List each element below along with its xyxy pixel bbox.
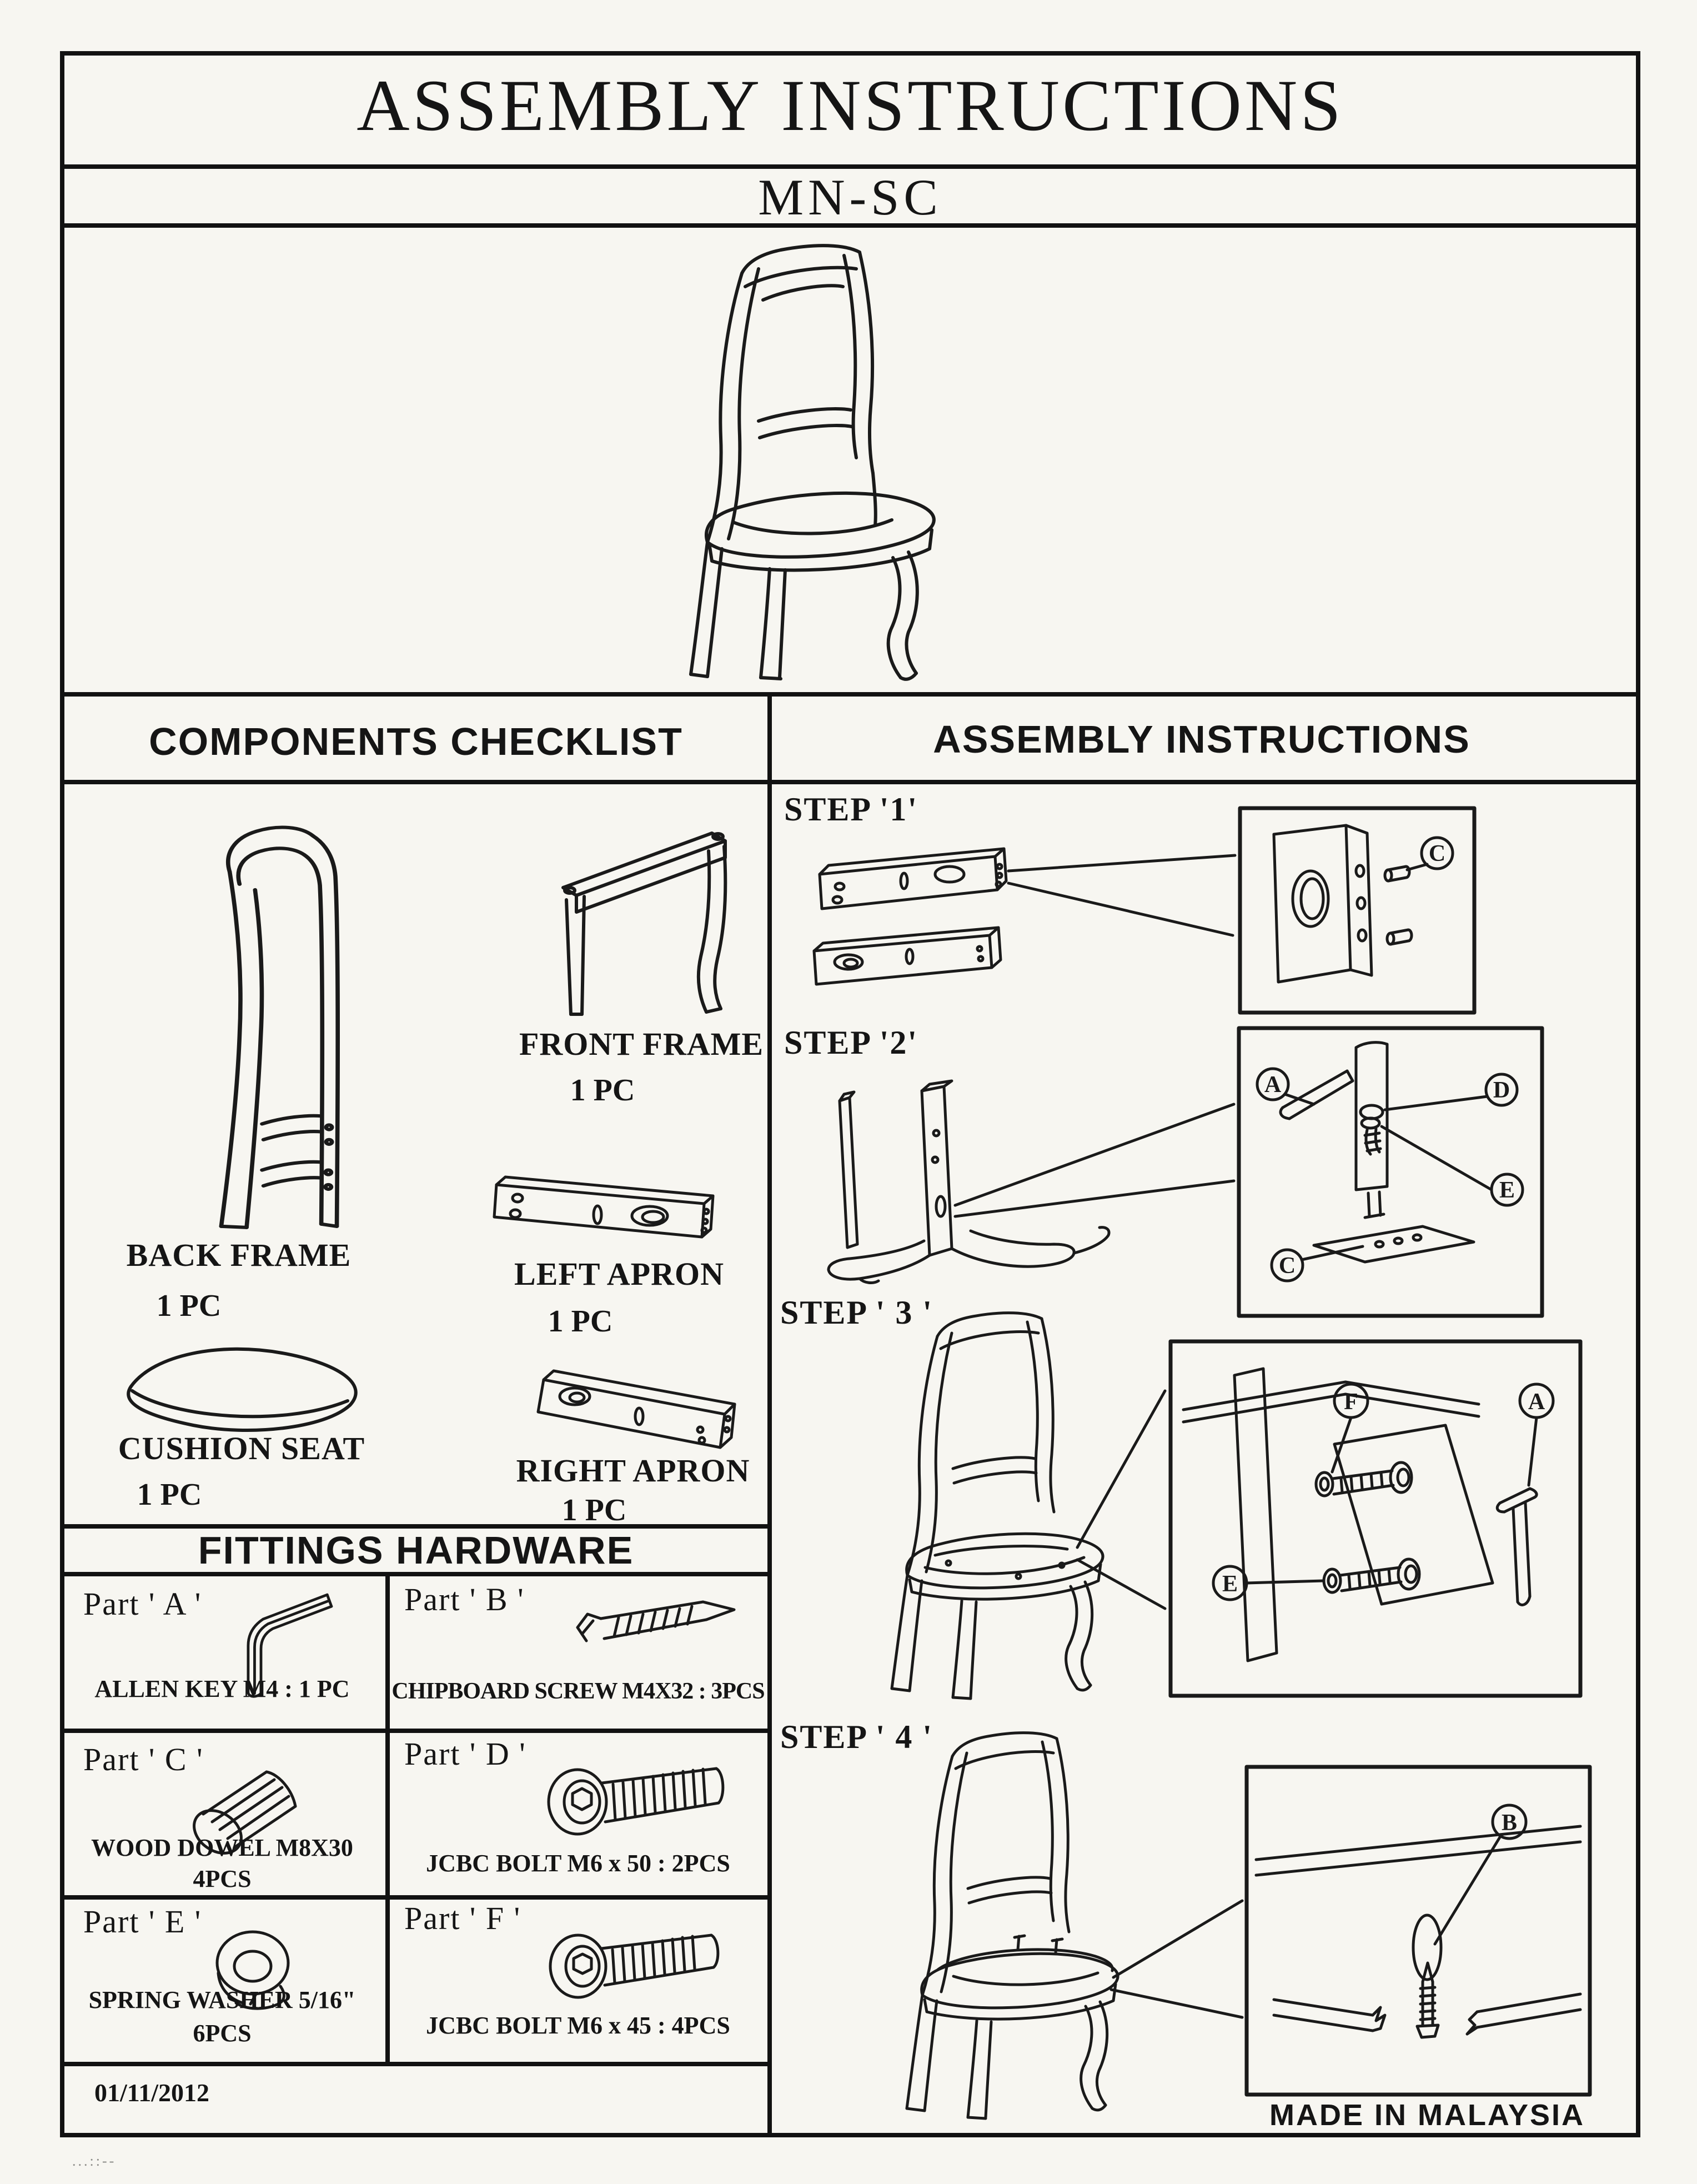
part-c-label: Part ' C ' [83, 1741, 204, 1777]
component-qty: 1 PC [570, 1073, 635, 1108]
component-name: CUSHION SEAT [118, 1430, 365, 1466]
part-a-desc: ALLEN KEY M4 : 1 PC [94, 1675, 350, 1702]
divider-parts-columns [385, 1572, 390, 2062]
component-qty: 1 PC [561, 1493, 627, 1527]
divider-date-row [64, 2062, 767, 2066]
components-header: COMPONENTS CHECKLIST [149, 720, 683, 763]
callout-c: C [1428, 841, 1446, 866]
callout-d: D [1493, 1078, 1510, 1103]
step-1-detail-box [1237, 805, 1477, 1015]
divider-parts-row-2 [64, 1729, 767, 1733]
part-c-desc: WOOD DOWEL M8X30 [91, 1834, 353, 1861]
callout-a: A [1528, 1389, 1545, 1415]
divider-columns [767, 692, 772, 2137]
assembly-header: ASSEMBLY INSTRUCTIONS [933, 718, 1470, 761]
part-e-label: Part ' E ' [83, 1904, 202, 1940]
jcbc-bolt-50-icon [533, 1742, 750, 1853]
part-b-desc: CHIPBOARD SCREW M4X32 : 3PCS [391, 1679, 765, 1704]
step-2-label: STEP '2' [784, 1024, 918, 1061]
left-apron-figure [489, 1169, 744, 1247]
page-title: ASSEMBLY INSTRUCTIONS [357, 64, 1344, 146]
divider-chair-bottom [64, 692, 1636, 697]
chipboard-screw-icon [566, 1586, 750, 1659]
step-3-figure [854, 1309, 1168, 1717]
made-in-label: MADE IN MALAYSIA [1269, 2098, 1585, 2132]
step-4-label: STEP ' 4 ' [780, 1719, 933, 1755]
part-e-desc: SPRING WASHER 5/16" [88, 1986, 356, 2013]
component-name: BACK FRAME [126, 1237, 352, 1273]
fittings-header: FITTINGS HARDWARE [198, 1529, 634, 1572]
model-code: MN-SC [758, 169, 942, 226]
back-frame-figure [189, 805, 372, 1233]
callout-e: E [1222, 1571, 1238, 1597]
right-apron-figure [530, 1361, 752, 1455]
callout-b: B [1501, 1810, 1518, 1836]
jcbc-bolt-45-icon [536, 1909, 744, 2014]
step-3-label: STEP ' 3 ' [780, 1294, 933, 1331]
part-e-qty: 6PCS [193, 2020, 252, 2047]
divider-fittings-header-bottom [64, 1572, 767, 1576]
part-b-label: Part ' B ' [404, 1581, 525, 1617]
step-1-figure [804, 842, 1237, 1014]
part-d-desc: JCBC BOLT M6 x 50 : 2PCS [426, 1850, 730, 1877]
part-c-qty: 4PCS [193, 1865, 252, 1892]
divider-title-bottom [64, 164, 1636, 169]
chair-illustration [650, 238, 1011, 688]
part-f-label: Part ' F ' [404, 1900, 521, 1936]
divider-headers-bottom [64, 780, 1636, 784]
component-qty: 1 PC [156, 1289, 222, 1323]
component-name: FRONT FRAME [519, 1026, 764, 1062]
step-1-label: STEP '1' [784, 791, 918, 828]
step-4-figure [869, 1729, 1244, 2134]
front-frame-figure [550, 817, 750, 1028]
scan-noise-mark: ...::-- [72, 2153, 117, 2169]
step-3-detail-box [1168, 1339, 1583, 1699]
callout-a: A [1264, 1072, 1282, 1098]
callout-c: C [1278, 1253, 1296, 1279]
part-a-label: Part ' A ' [83, 1586, 202, 1622]
component-qty: 1 PC [548, 1304, 613, 1339]
divider-parts-row-3 [64, 1895, 767, 1900]
cushion-seat-figure [99, 1333, 388, 1436]
component-name: LEFT APRON [514, 1256, 724, 1292]
callout-e: E [1499, 1178, 1515, 1203]
part-d-label: Part ' D ' [404, 1736, 526, 1772]
step-2-figure [804, 1072, 1236, 1311]
callout-f: F [1344, 1389, 1358, 1415]
component-name: RIGHT APRON [516, 1452, 750, 1489]
step-4-detail-box [1244, 1764, 1593, 2097]
step-2-detail-box [1236, 1025, 1545, 1319]
revision-date: 01/11/2012 [94, 2078, 210, 2107]
component-qty: 1 PC [137, 1477, 202, 1512]
part-f-desc: JCBC BOLT M6 x 45 : 4PCS [426, 2012, 730, 2039]
